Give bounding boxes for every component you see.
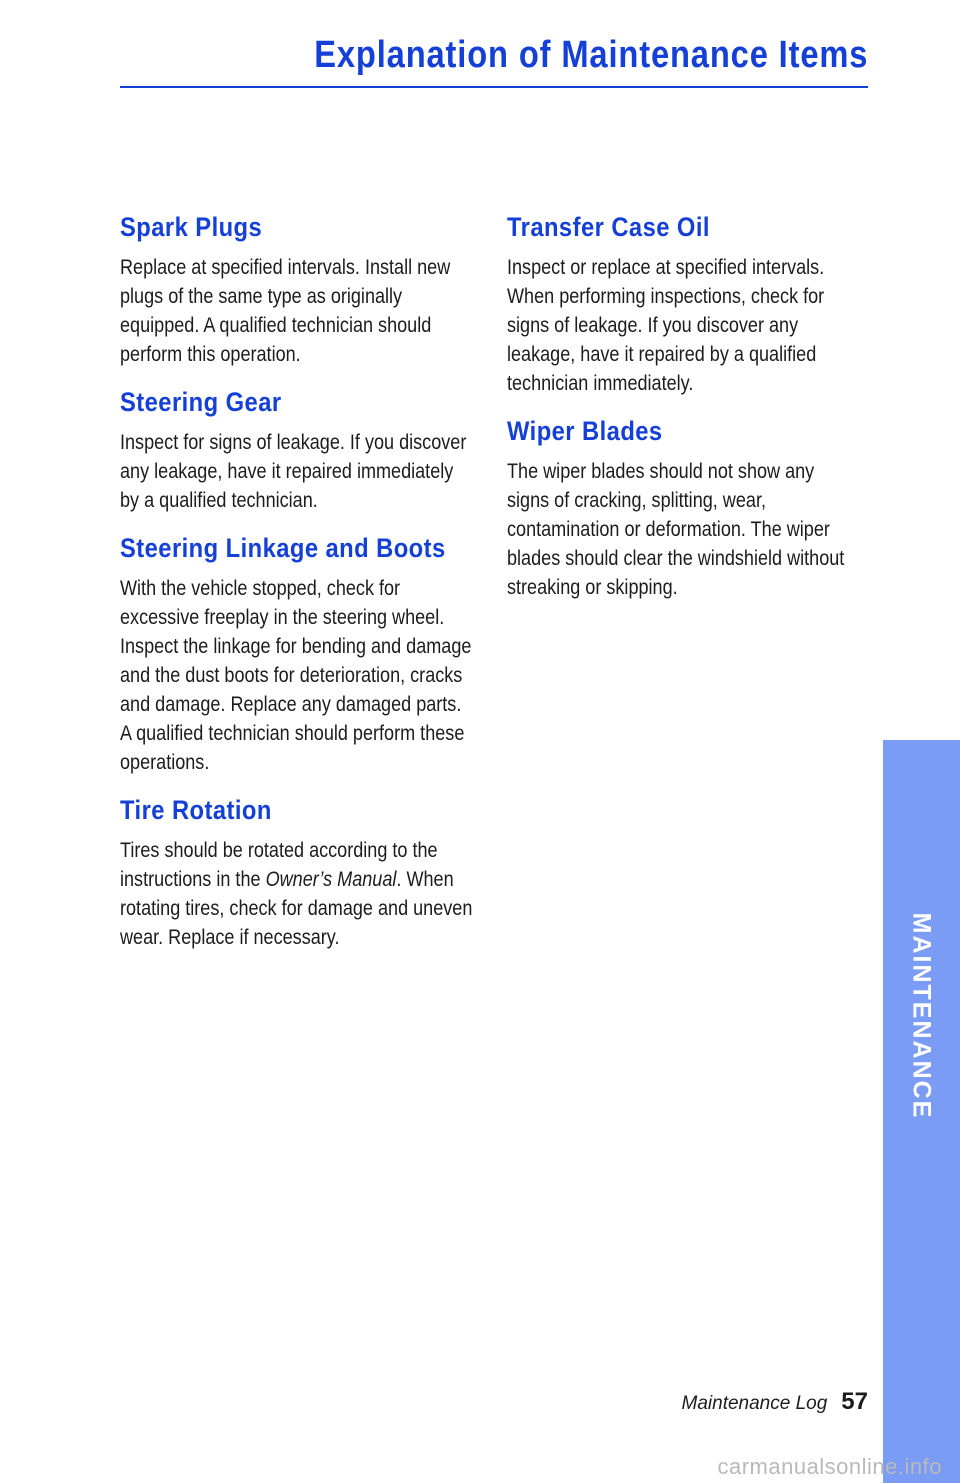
section-steering-linkage-and-boots [120,533,482,777]
side-tab-label: MAINTENANCE [907,912,936,1120]
section-heading: Steering Linkage and Boots [120,533,446,563]
section-steering-gear [120,387,482,515]
body-text: . When rotating tires, check for damage and uneven wear. Replace if necessary. [120,868,473,949]
section-tire-rotation [120,795,482,952]
section-body: Replace at specified intervals. Install new plugs of the same type as originally equipped. A qualified technician should perform this operation. [120,256,451,366]
left-column [120,212,482,970]
section-wiper-blades [507,416,869,602]
section-heading: Transfer Case Oil [507,212,710,242]
section-heading: Tire Rotation [120,795,272,825]
watermark: carmanualsonline.info [717,1454,942,1479]
footer-label: Maintenance Log [681,1393,828,1414]
section-transfer-case-oil [507,212,869,398]
page-footer [682,1388,868,1416]
maintenance-side-tab [883,740,960,1483]
title-divider [120,86,868,88]
page-title: Explanation of Maintenance Items [313,34,868,76]
right-column [507,212,869,620]
section-heading: Steering Gear [120,387,282,417]
section-body: With the vehicle stopped, check for excessive freeplay in the steering wheel. Inspect the linkage for bending and damage and the dust boots for deterioration, cracks and damage. Replace any damaged parts. A qualified technician should perform these operations. [120,577,472,774]
section-body: The wiper blades should not show any signs of cracking, splitting, wear, contamination or deformation. The wiper blades should clear the windshield without streaking or skipping. [507,460,845,599]
section-body: Inspect or replace at specified intervals. When performing inspections, check for signs of leakage. If you discover any leakage, have it repaired by a qualified technician immediately. [507,256,825,395]
page-number: 57 [841,1388,868,1415]
section-heading: Spark Plugs [120,212,263,242]
section-body: Inspect for signs of leakage. If you discover any leakage, have it repaired immediately by a qualified technician. [120,431,467,512]
section-heading: Wiper Blades [507,416,663,446]
body-text: Tires should be rotated according to the instructions in the [120,839,438,891]
section-spark-plugs [120,212,482,369]
section-body [120,836,473,952]
owners-manual-reference: Owner’s Manual [265,868,397,891]
